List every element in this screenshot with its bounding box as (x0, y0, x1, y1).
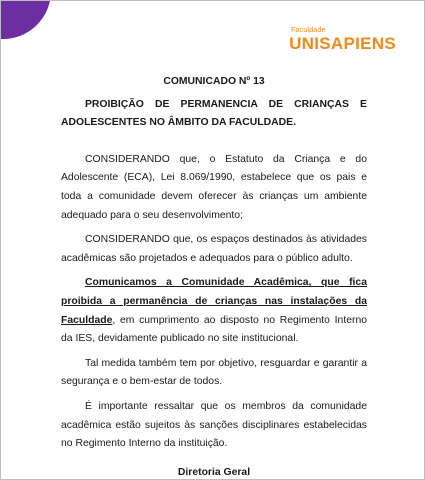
logo-wordmark-uni: UNI (289, 34, 320, 53)
subject-line-1: PROIBIÇÃO DE PERMANENCIA DE CRIANÇAS E (85, 98, 367, 110)
logo-wordmark (289, 35, 396, 52)
logo-wordmark-sapiens: SAPIENS (319, 34, 396, 53)
paragraph-objetivo: Tal medida também tem por objetivo, resguardar e garantir a segurança e o bem-estar de todos. (61, 357, 367, 388)
unisapiens-logo (289, 27, 396, 52)
paragraph-considerando-espacos: CONSIDERANDO que, os espaços destinados às atividades acadêmicas são projetados e adequados para o público adulto. (61, 234, 367, 264)
document-title: COMUNICADO Nº 13 (163, 76, 265, 87)
paragraph-considerando-eca: CONSIDERANDO que, o Estatuto da Criança e do Adolescente (ECA), Lei 8.069/1990, estabelece que os pais e toda a comunidade devem oferecer às crianças um ambiente adequado para o seu desenvolvimento; (61, 153, 367, 221)
paragraph-comunicado (61, 274, 367, 348)
signature: Diretoria Geral (177, 466, 251, 478)
comunicado-highlight: Comunicamos a Comunidade Acadêmica, que fica proibida a permanência de crianças nas instalações da Faculdade (61, 277, 367, 326)
document-subject (61, 96, 367, 133)
paragraph-sancoes: É importante ressaltar que os membros da comunidade acadêmica estão sujeitos às sanções disciplinares estabelecidas no Regimento Interno da instituição. (61, 400, 367, 450)
document-body (61, 73, 367, 480)
decorative-corner-shape (0, 0, 51, 39)
subject-line-2: ADOLESCENTES NO ÂMBITO DA FACULDADE. (61, 117, 296, 129)
comunicado-rest: , em cumprimento ao disposto no Regimento Interno da IES, devidamente publicado no site institucional. (61, 314, 367, 345)
logo-tagline: Faculdade (291, 27, 326, 34)
